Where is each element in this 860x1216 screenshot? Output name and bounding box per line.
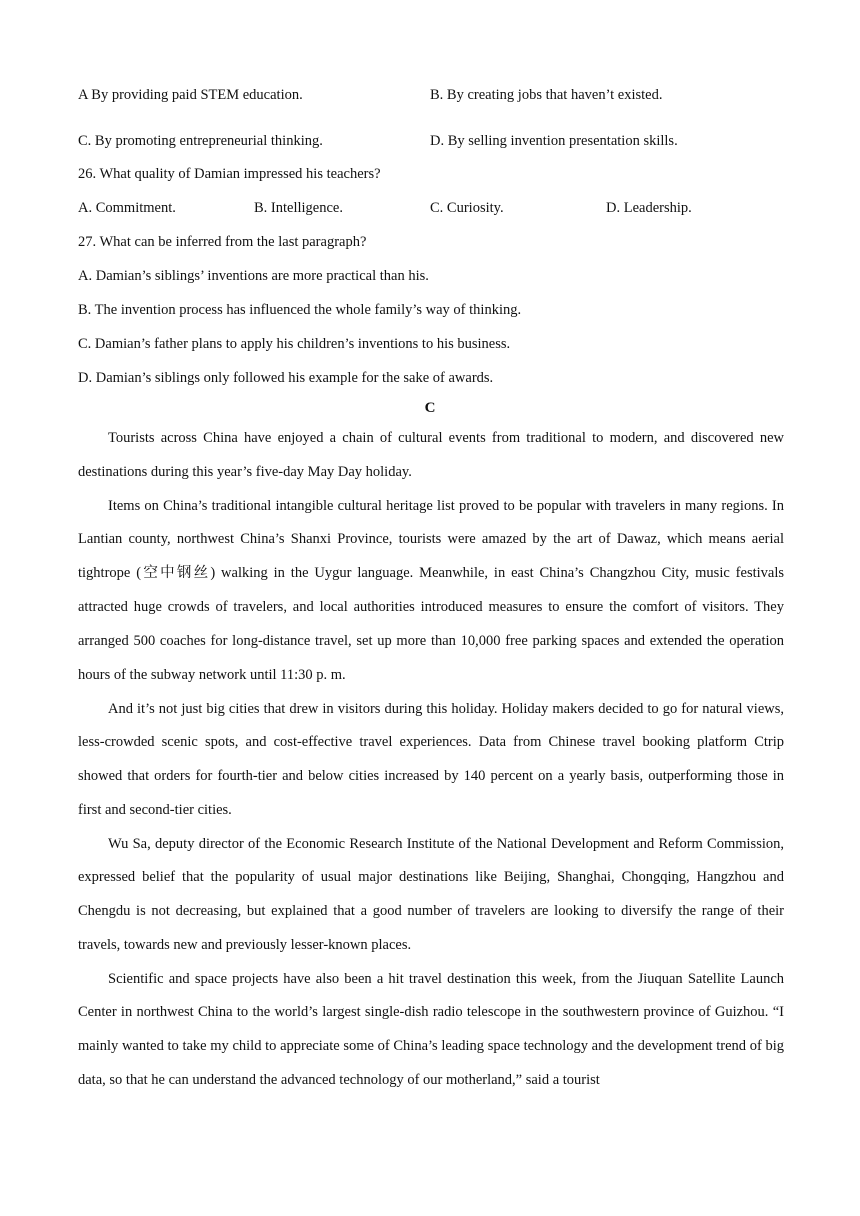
- passage-paragraph: Tourists across China have enjoyed a chain of cultural events from traditional to modern, and discovered new destinations during this year’s five-day May Day holiday.: [78, 430, 784, 480]
- section-heading: C: [424, 400, 436, 416]
- q26-option-a: A. Commitment.: [78, 200, 176, 216]
- q25-option-d: D. By selling invention presentation skills.: [430, 133, 678, 149]
- passage-paragraph: Scientific and space projects have also been a hit travel destination this week, from the Jiuquan Satellite Launch Center in northwest China to the world’s largest single-dish radio telescope in the southwestern province of Guizhou. “I mainly wanted to take my child to appreciate some of China’s leading space technology and the development trend of big data, so that he can understand the advanced technology of our motherland,” said a tourist: [78, 970, 784, 1089]
- q25-option-b: B. By creating jobs that haven’t existed.: [430, 87, 663, 103]
- q26-option-b: B. Intelligence.: [254, 200, 343, 216]
- q25-option-a: A By providing paid STEM education.: [78, 87, 303, 103]
- q26-option-d: D. Leadership.: [606, 200, 692, 216]
- q27-option-b: B. The invention process has influenced the whole family’s way of thinking.: [78, 302, 522, 318]
- q27-option-c: C. Damian’s father plans to apply his children’s inventions to his business.: [78, 336, 511, 352]
- passage-paragraph: Wu Sa, deputy director of the Economic Research Institute of the National Development and Reform Commission, expressed belief that the popularity of usual major destinations like Beijing, Shanghai, Chongqing, Hangzhou and Chengdu is not decreasing, but explained that a good number of travelers are looking to diversify the range of their travels, towards new and previously lesser-known places.: [78, 835, 784, 954]
- passage-paragraph: Items on China’s traditional intangible cultural heritage list proved to be popular with travelers in many regions. In Lantian county, northwest China’s Shanxi Province, tourists were amazed by the art of Dawaz, which means aerial tightrope (空中钢丝) walking in the Uygur language. Meanwhile, in east China’s Changzhou City, music festivals attracted huge crowds of travelers, and local authorities introduced measures to ensure the comfort of visitors. They arranged 500 coaches for long-distance travel, set up more than 10,000 free parking spaces and extended the operation hours of the subway network until 11:30 p. m.: [78, 497, 784, 683]
- q27-option-a: A. Damian’s siblings’ inventions are more practical than his.: [78, 268, 429, 284]
- q26-question: 26. What quality of Damian impressed his teachers?: [78, 166, 381, 182]
- q26-option-c: C. Curiosity.: [430, 200, 504, 216]
- q27-option-d: D. Damian’s siblings only followed his example for the sake of awards.: [78, 370, 494, 386]
- q27-question: 27. What can be inferred from the last paragraph?: [78, 234, 367, 250]
- passage-paragraph: And it’s not just big cities that drew in visitors during this holiday. Holiday makers decided to go for natural views, less-crowded scenic spots, and cost-effective travel experiences. Data from Chinese travel booking platform Ctrip showed that orders for fourth-tier and below cities increased by 140 percent on a yearly basis, outperforming those in first and second-tier cities.: [78, 700, 784, 819]
- q25-option-c: C. By promoting entrepreneurial thinking.: [78, 133, 323, 149]
